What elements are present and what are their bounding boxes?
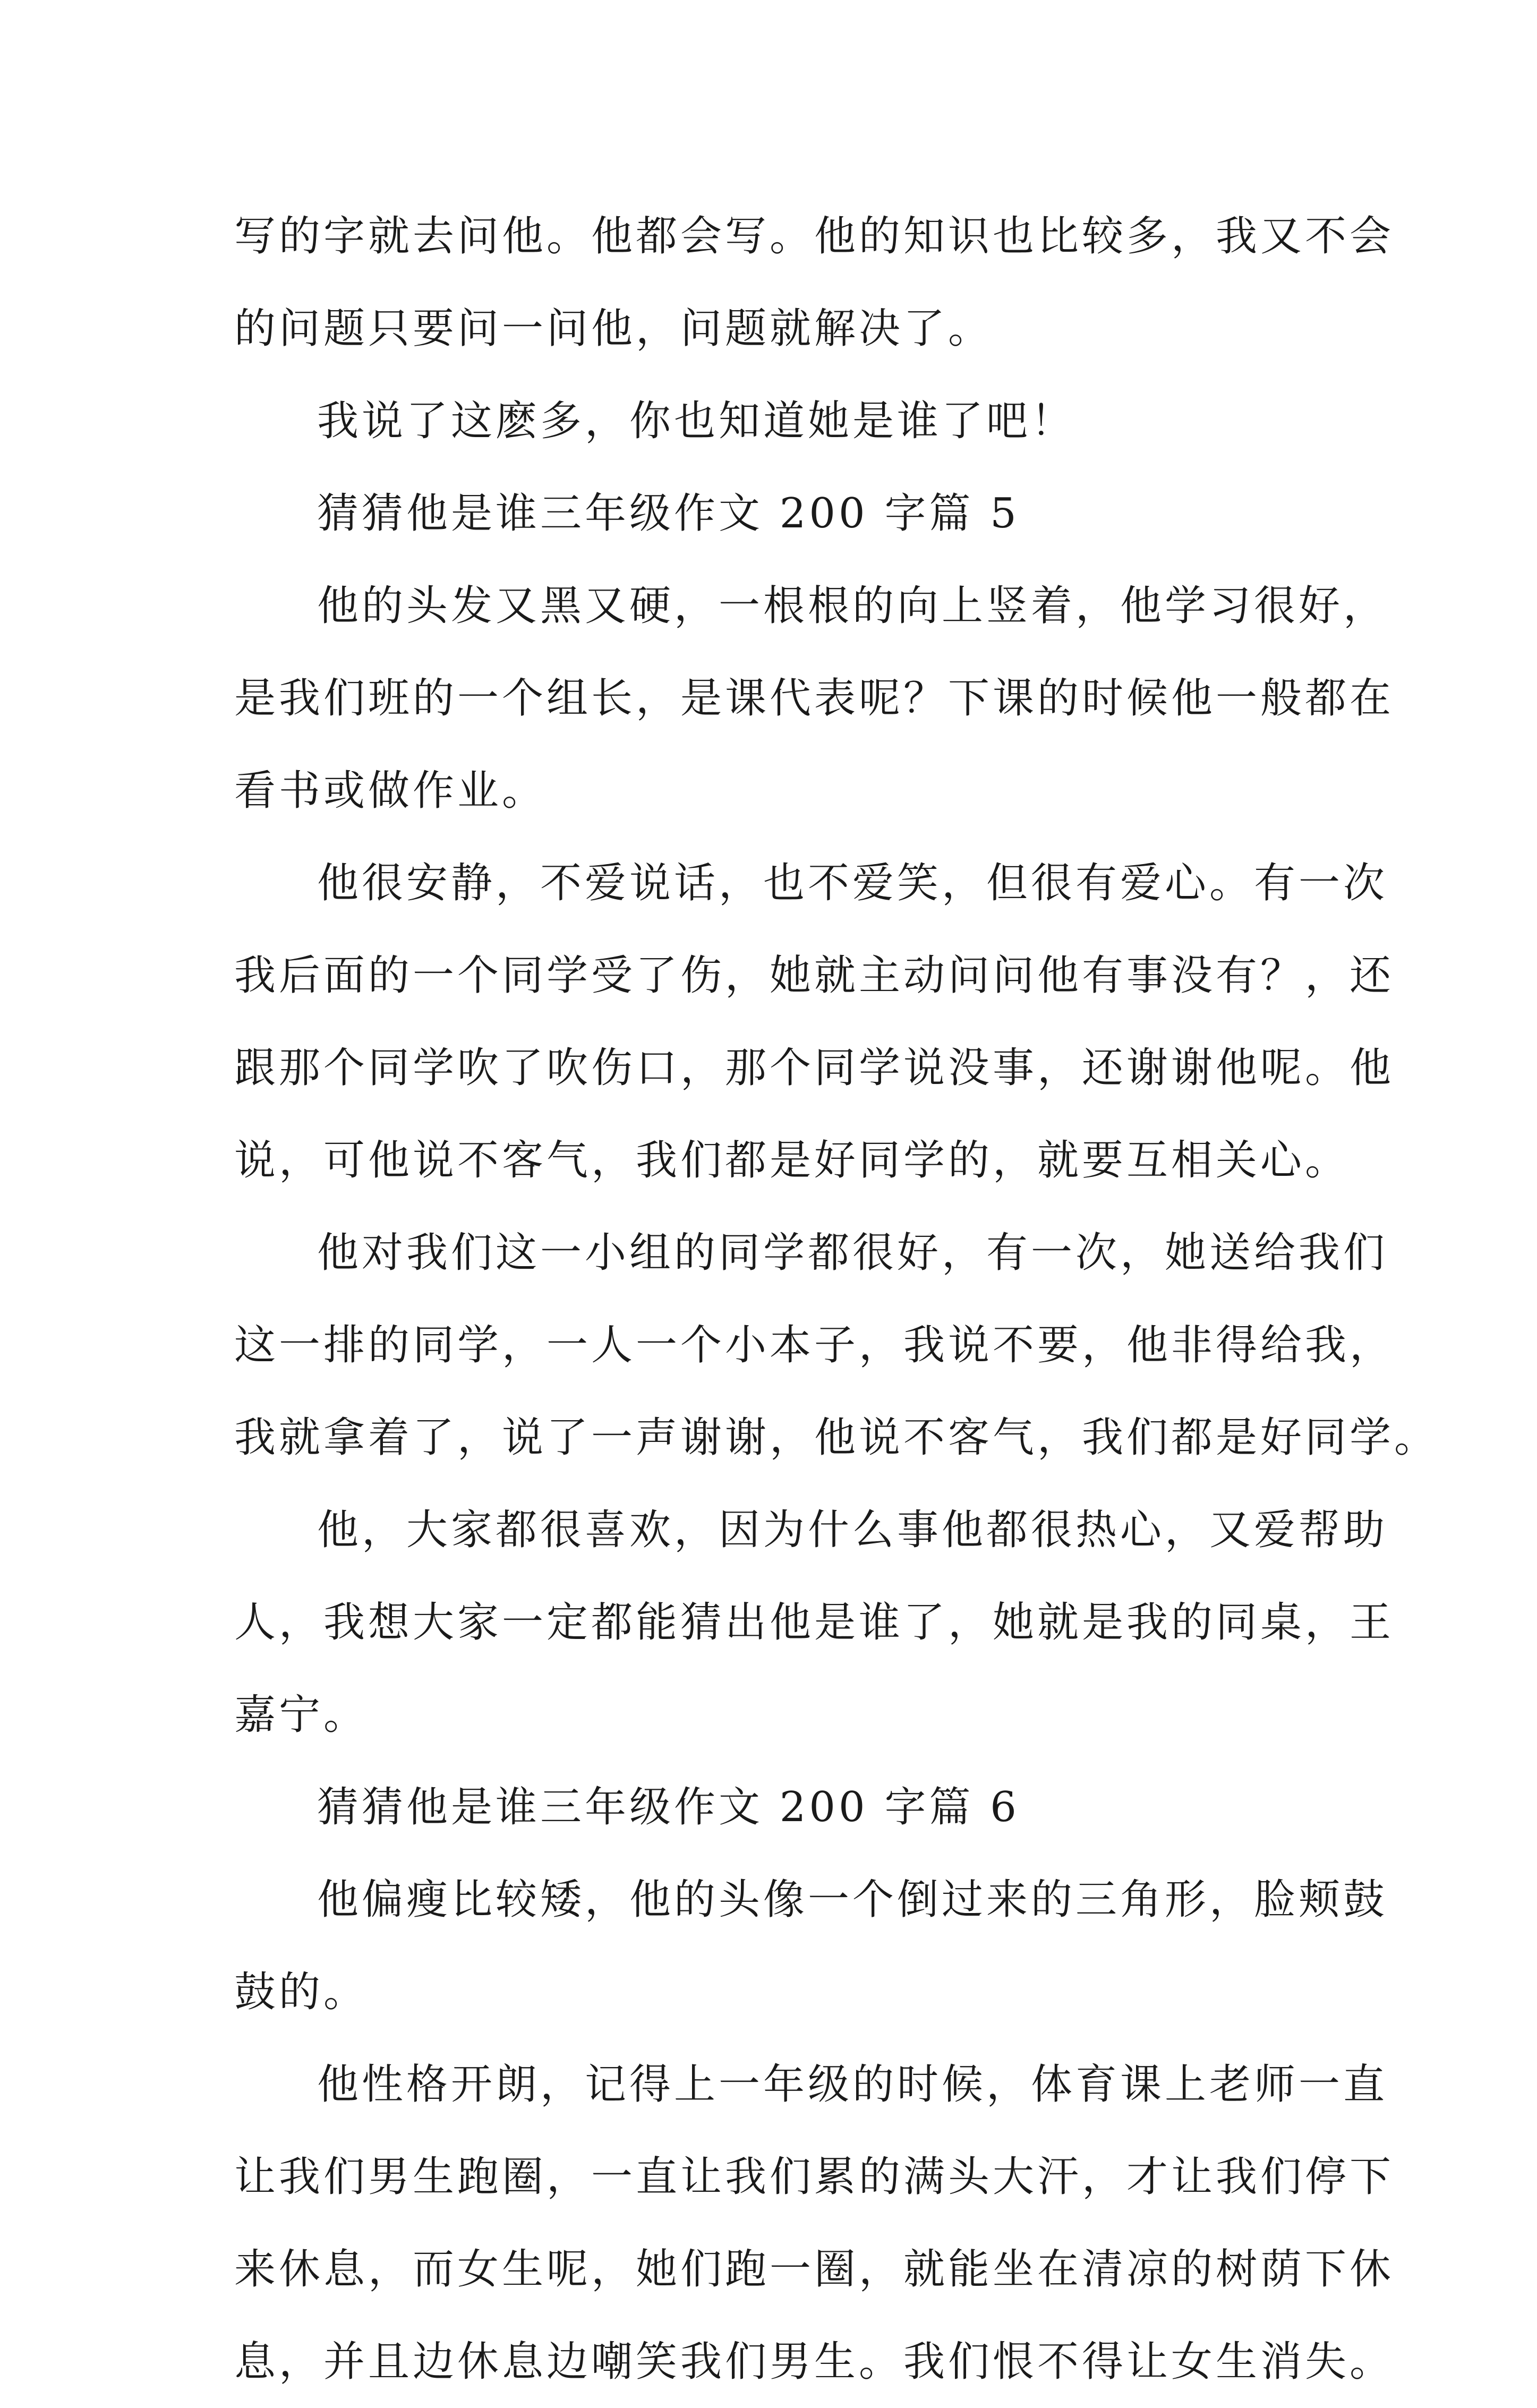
text-line: 我就拿着了，说了一声谢谢，他说不客气，我们都是好同学。 [234,1414,1439,1462]
text-line: 跟那个同学吹了吹伤口，那个同学说没事，还谢谢他呢。他 [234,1044,1395,1092]
text-line: 写的字就去问他。他都会写。他的知识也比较多，我又不会 [234,212,1395,260]
text-line: 是我们班的一个组长，是课代表呢？下课的时候他一般都在 [234,674,1395,722]
text-line: 看书或做作业。 [234,767,547,815]
text-line: 嘉宁。 [234,1691,369,1739]
text-line: 人，我想大家一定都能猜出他是谁了，她就是我的同桌，王 [234,1599,1395,1646]
text-line: 他偏瘦比较矮，他的头像一个倒过来的三角形，脸颊鼓 [317,1876,1388,1924]
text-line: 他很安静，不爱说话，也不爱笑，但很有爱心。有一次 [317,859,1388,907]
text-line: 让我们男生跑圈，一直让我们累的满头大汗，才让我们停下 [234,2153,1395,2201]
text-line: 这一排的同学，一人一个小本子，我说不要，他非得给我， [234,1321,1395,1369]
section-heading: 猜猜他是谁三年级作文 200 字篇 6 [317,1783,1020,1831]
text-line: 他，大家都很喜欢，因为什么事他都很热心，又爱帮助 [317,1506,1388,1554]
text-line: 说，可他说不客气，我们都是好同学的，就要互相关心。 [234,1137,1350,1184]
text-line: 我后面的一个同学受了伤，她就主动问问他有事没有？，还 [234,952,1395,1000]
text-line: 我说了这麽多，你也知道她是谁了吧！ [317,397,1076,445]
text-line: 来休息，而女生呢，她们跑一圈，就能坐在清凉的树荫下休 [234,2245,1395,2293]
section-heading: 猜猜他是谁三年级作文 200 字篇 5 [317,490,1020,537]
text-line: 他性格开朗，记得上一年级的时候，体育课上老师一直 [317,2061,1388,2108]
text-line: 他对我们这一小组的同学都很好，有一次，她送给我们 [317,1229,1388,1277]
text-line: 鼓的。 [234,1968,369,2016]
text-line: 的问题只要问一问他，问题就解决了。 [234,305,993,353]
document-body [234,190,1439,2408]
text-line: 息，并且边休息边嘲笑我们男生。我们恨不得让女生消失。 [234,2338,1395,2386]
text-line: 他的头发又黑又硬，一根根的向上竖着，他学习很好， [317,582,1388,630]
